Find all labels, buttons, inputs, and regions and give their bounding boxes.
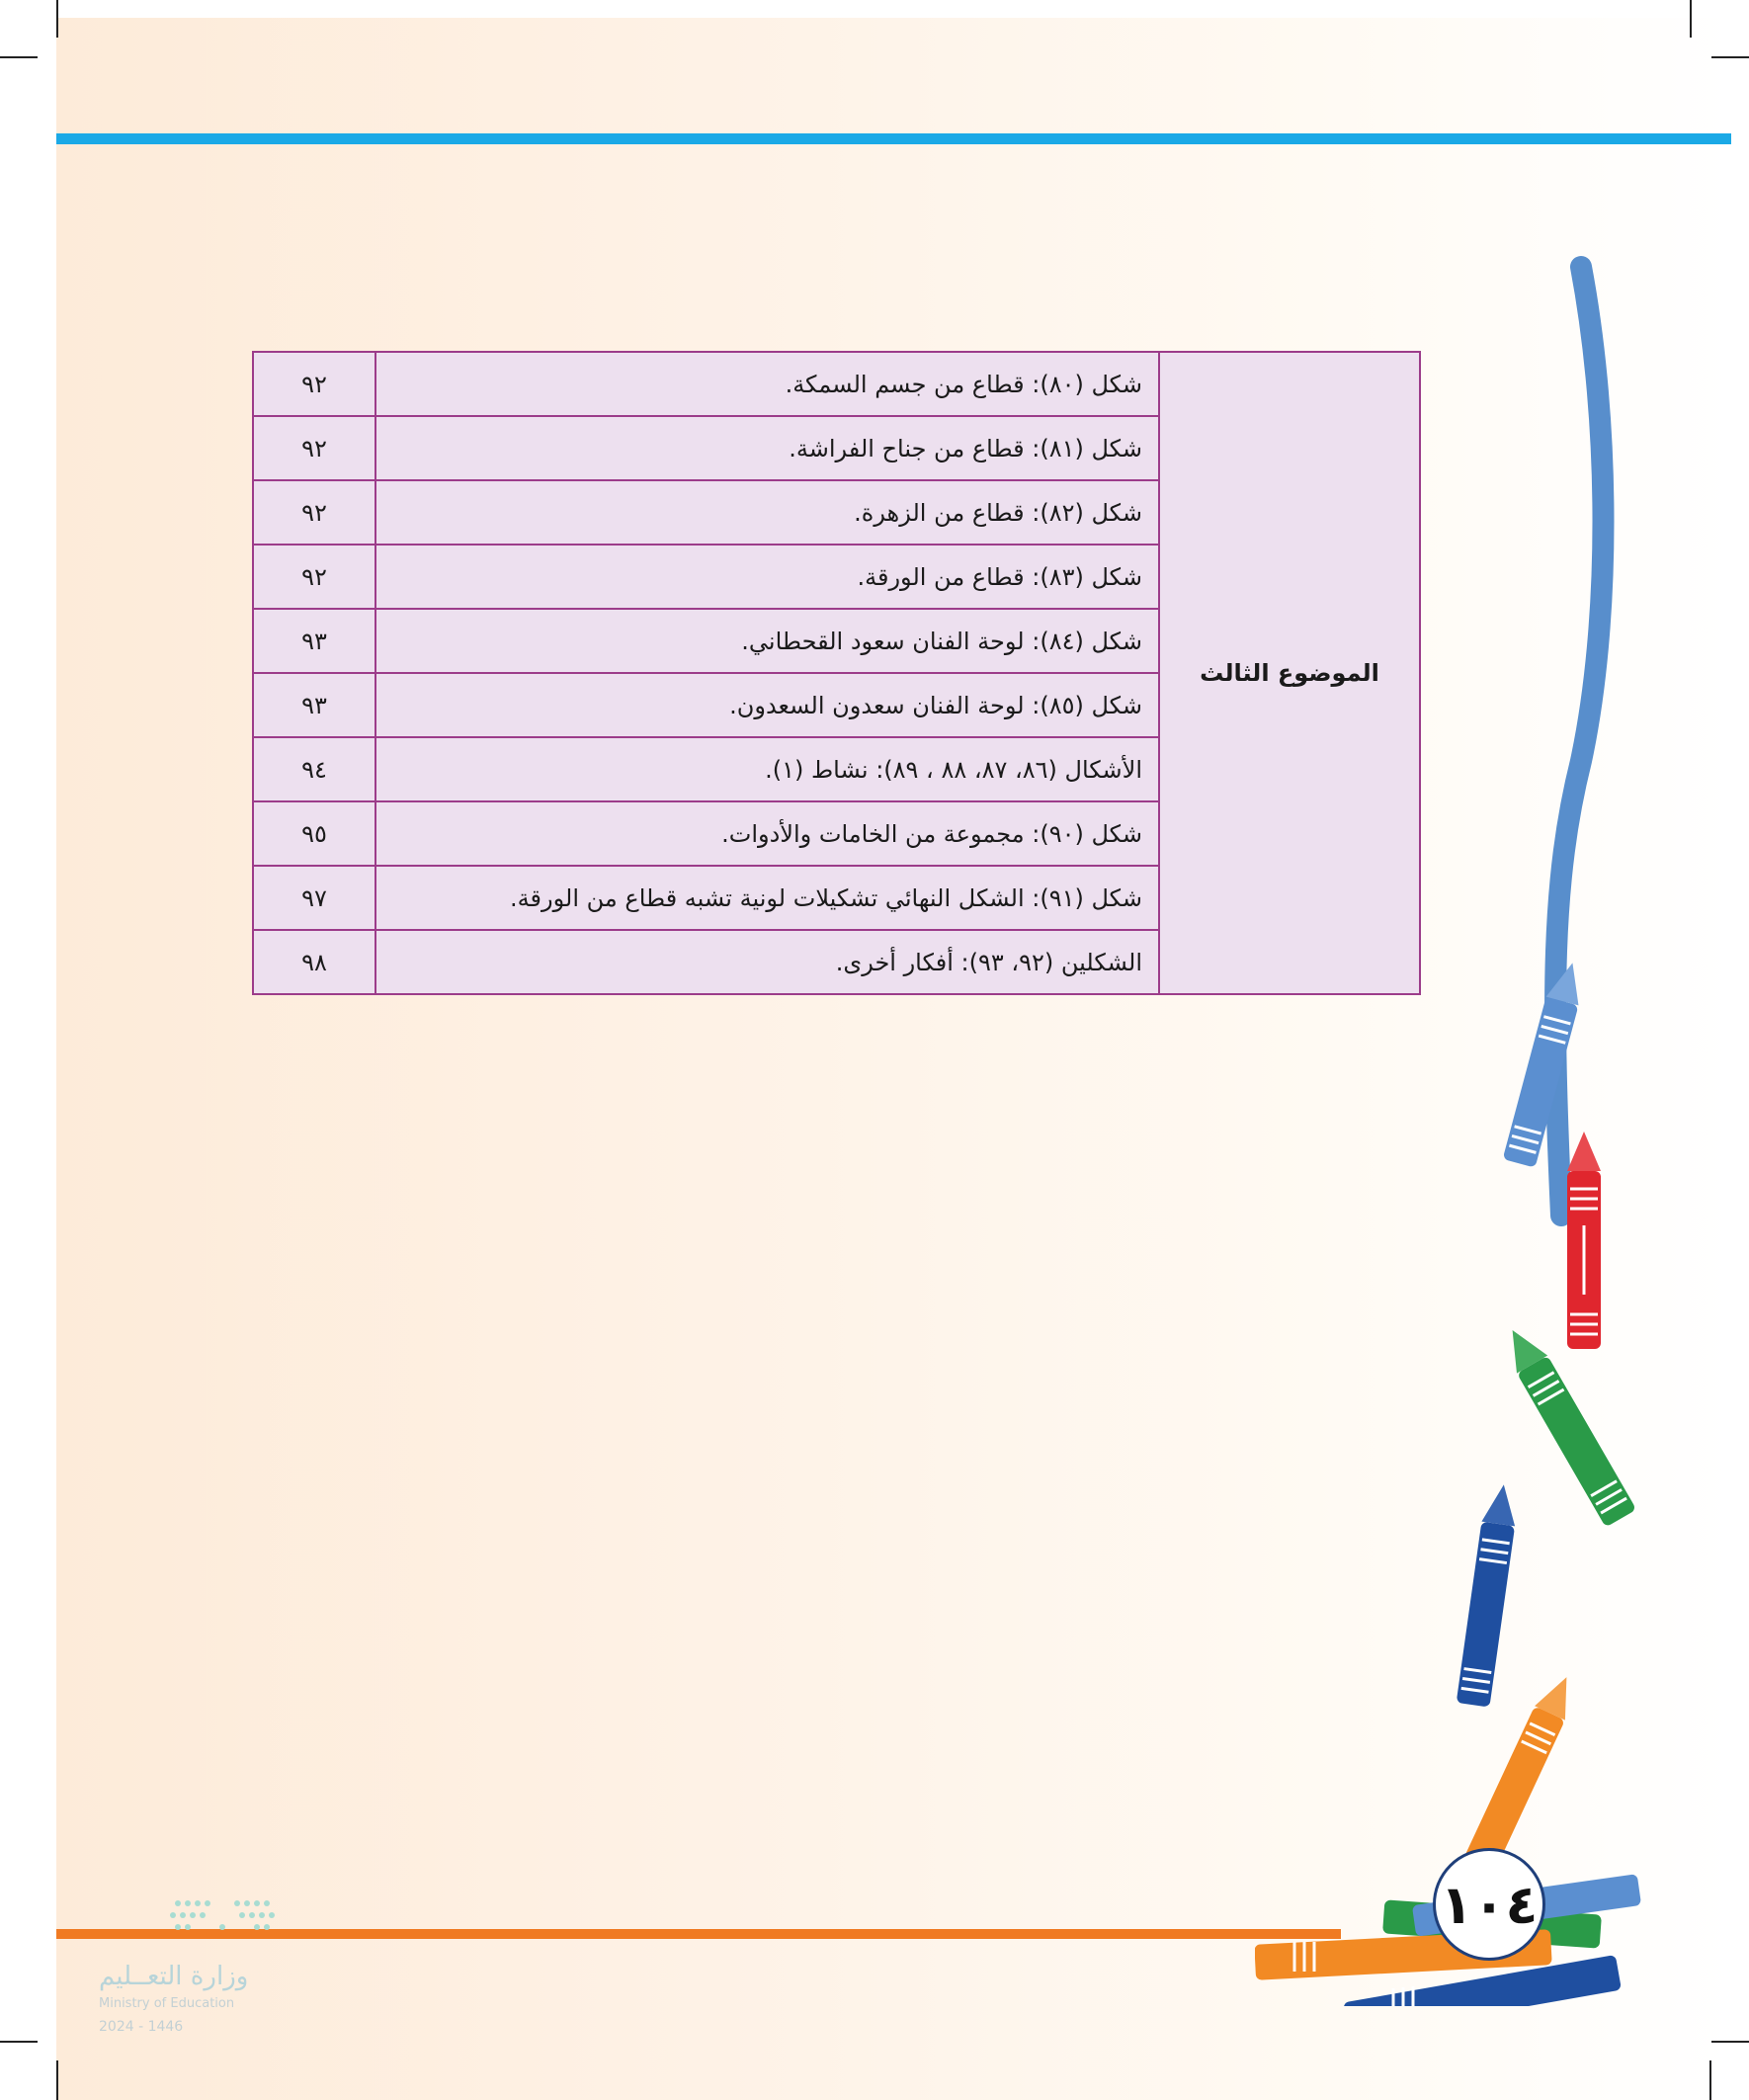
page-ref: ٩٥ <box>253 801 375 866</box>
crayons-illustration <box>1255 247 1670 2006</box>
crop-mark <box>56 2060 58 2100</box>
edition-year: 2024 - 1446 <box>99 2019 184 2035</box>
figure-title: شكل (٨٠): قطاع من جسم السمكة. <box>375 352 1159 416</box>
page-ref: ٩٢ <box>253 352 375 416</box>
figure-title: شكل (٨١): قطاع من جناح الفراشة. <box>375 416 1159 480</box>
crop-mark <box>1690 0 1692 38</box>
navy-crayon <box>1457 1482 1521 1708</box>
red-crayon <box>1567 1132 1601 1349</box>
figure-title: شكل (٩١): الشكل النهائي تشكيلات لونية تشبه قطاع من الورقة. <box>375 866 1159 930</box>
page-ref: ٩٢ <box>253 480 375 545</box>
figure-title: الأشكال (٨٦، ٨٧، ٨٨ ، ٨٩): نشاط (١). <box>375 737 1159 801</box>
figure-title: شكل (٨٤): لوحة الفنان سعود القحطاني. <box>375 609 1159 673</box>
page-ref: ٩٨ <box>253 930 375 994</box>
figures-index-table <box>252 351 1421 995</box>
figure-title: شكل (٩٠): مجموعة من الخامات والأدوات. <box>375 801 1159 866</box>
crop-mark <box>1711 2041 1749 2043</box>
page-ref: ٩٧ <box>253 866 375 930</box>
table-row <box>253 352 1420 416</box>
crop-mark <box>56 0 58 38</box>
page-ref: ٩٢ <box>253 416 375 480</box>
page-ref: ٩٢ <box>253 545 375 609</box>
crop-mark <box>0 2041 38 2043</box>
crop-mark <box>1711 56 1749 58</box>
page-number: ١٠٤ <box>1433 1848 1545 1961</box>
page-ref: ٩٣ <box>253 609 375 673</box>
figure-title: الشكلين (٩٢، ٩٣): أفكار أخرى. <box>375 930 1159 994</box>
crop-mark <box>0 56 38 58</box>
figure-title: شكل (٨٣): قطاع من الورقة. <box>375 545 1159 609</box>
paint-stroke <box>1555 267 1603 1216</box>
page-ref: ٩٣ <box>253 673 375 737</box>
ministry-logo-icon <box>99 1895 326 1945</box>
ministry-name-arabic: وزارة التعــليم <box>99 1962 249 1991</box>
figure-title: شكل (٨٢): قطاع من الزهرة. <box>375 480 1159 545</box>
page-ref: ٩٤ <box>253 737 375 801</box>
topic-label: الموضوع الثالث <box>1159 352 1420 994</box>
green-crayon <box>1497 1321 1636 1528</box>
ministry-name-english: Ministry of Education <box>99 1996 235 2011</box>
header-stripe <box>56 133 1731 144</box>
crop-mark <box>1709 2060 1711 2100</box>
figure-title: شكل (٨٥): لوحة الفنان سعدون السعدون. <box>375 673 1159 737</box>
